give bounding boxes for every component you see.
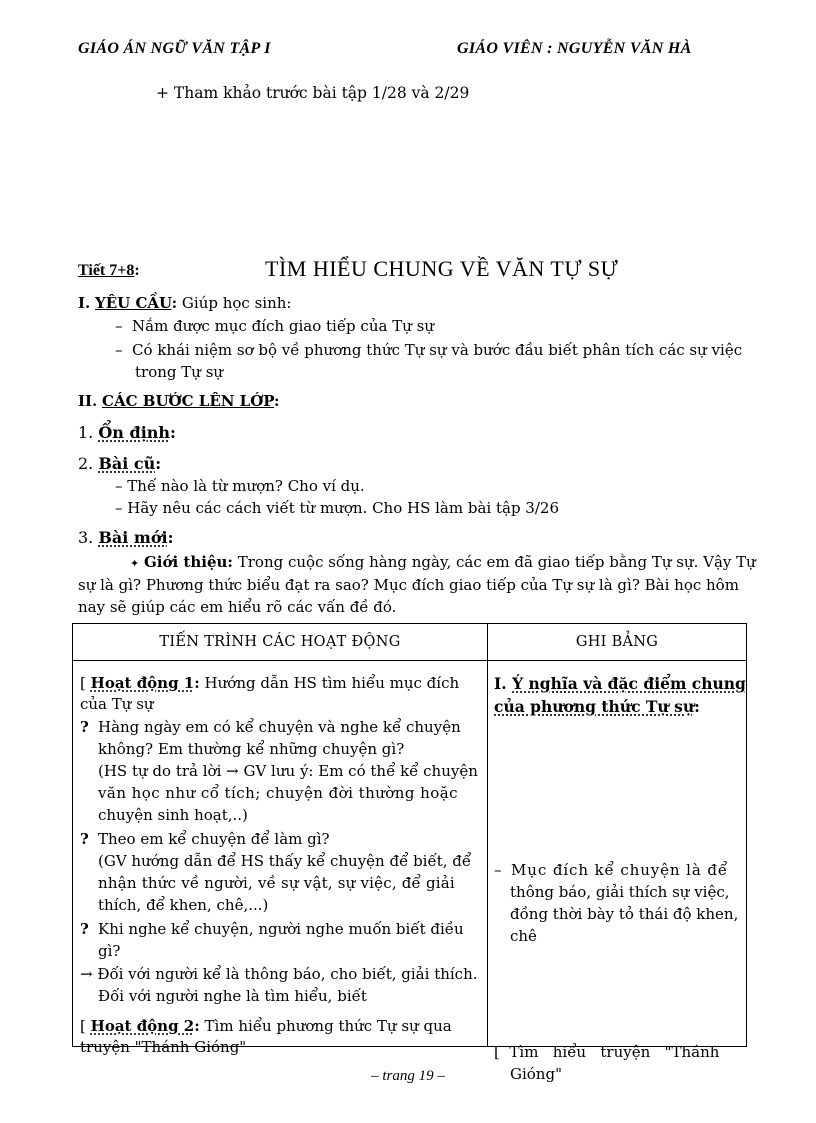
previous-homework-note: + Tham khảo trước bài tập 1/28 và 2/29 [156, 84, 470, 102]
table-row [73, 661, 747, 1047]
board-heading-colon: : [694, 697, 700, 716]
conclusion-line: → Đối với người kể là thông báo, cho biết, giải thích. [80, 965, 478, 983]
answer-2-line: thích, để khen, chê,...) [98, 896, 269, 914]
board-heading-num: I. [494, 674, 507, 693]
step-2-item-text: Hãy nêu các cách viết từ mượn. Cho HS làm bài tập 3/26 [127, 499, 559, 517]
step-3-heading [78, 528, 173, 547]
question-text: Khi nghe kể chuyện, người nghe muốn biết điều [98, 920, 464, 938]
step-1-heading [78, 423, 176, 442]
activity-2-colon: : [194, 1017, 200, 1035]
step-1-num: 1. [78, 423, 94, 442]
activity-2-text: Tìm hiểu phương thức Tự sự qua [199, 1017, 452, 1035]
step-1-label: Ổn định [98, 423, 171, 442]
intro-label: Giới thiệu: [144, 553, 233, 571]
step-2-item: – Hãy nêu các cách viết từ mượn. Cho HS làm bài tập 3/26 [115, 499, 559, 517]
question-text: Hàng ngày em có kể chuyện và nghe kể chuyện [98, 718, 461, 736]
section-1-colon: : [171, 294, 178, 312]
section-2-colon: : [274, 392, 280, 410]
step-2-heading [78, 454, 161, 473]
board-note-cont: chê [510, 927, 537, 945]
section-2-num: II. [78, 392, 98, 410]
activity-2-label: Hoạt động 2 [90, 1017, 195, 1035]
question-1-cont: không? Em thường kể những chuyện gì? [98, 740, 405, 758]
question-3 [80, 920, 464, 938]
section-1-num: I. [78, 294, 91, 312]
intro-paragraph-line: nay sẽ giúp các em hiểu rõ các vấn đề đó. [78, 598, 397, 616]
intro-paragraph-line [130, 553, 756, 571]
board-activity-2-text: Tìm hiểu truyện "Thánh [509, 1043, 720, 1061]
question-2 [80, 830, 330, 848]
answer-1-line: (HS tự do trả lời → GV lưu ý: Em có thể kể chuyện [98, 762, 478, 780]
question-1 [80, 718, 461, 736]
section-1-item-text: Nắm được mục đích giao tiếp của Tự sự [132, 317, 434, 335]
section-1-item-continued: trong Tự sự [135, 363, 224, 381]
board-cell [488, 661, 747, 1083]
board-heading-text: Ý nghĩa và đặc điểm chung [512, 674, 746, 693]
col-activities-header: TIẾN TRÌNH CÁC HOẠT ĐỘNG [73, 624, 488, 661]
section-1-item-text: Có khái niệm sơ bộ về phương thức Tự sự và bước đầu biết phân tích các sự việc [132, 341, 743, 359]
intro-paragraph-line: sự là gì? Phương thức biểu đạt ra sao? Mục đích giao tiếp của Tự sự là gì? Bài học hôm [78, 576, 739, 594]
activity-1-bracket: [ [80, 674, 86, 692]
answer-1-line: văn học như cổ tích; chuyện đời thường hoặc [98, 784, 459, 802]
header-left: GIÁO ÁN NGỮ VĂN TẬP I [78, 40, 271, 57]
lesson-number: Tiết 7+8 [78, 262, 135, 279]
board-activity-2 [494, 1043, 719, 1061]
table-header-row [73, 624, 747, 661]
step-2-item: – Thế nào là từ mượn? Cho ví dụ. [115, 477, 365, 495]
activity-2-heading [80, 1017, 452, 1035]
activity-1-label: Hoạt động 1 [90, 674, 195, 692]
header-right: GIÁO VIÊN : NGUYỄN VĂN HÀ [457, 40, 692, 57]
intro-text: Trong cuộc sống hàng ngày, các em đã giao tiếp bằng Tự sự. Vậy Tự [237, 553, 756, 571]
section-1-item: – Có khái niệm sơ bộ về phương thức Tự sự và bước đầu biết phân tích các sự việc [115, 341, 743, 359]
section-2-title: CÁC BƯỚC LÊN LỚP [102, 392, 275, 410]
board-note-cont: thông báo, giải thích sự việc, [510, 883, 730, 901]
conclusion-line: Đối với người nghe là tìm hiểu, biết [98, 987, 367, 1005]
section-1-title: YÊU CẦU [95, 294, 172, 312]
activity-1-text: Hướng dẫn HS tìm hiểu mục đích [199, 674, 460, 692]
board-heading-cont [494, 697, 700, 716]
intro-bullet-icon: ✦ [130, 557, 140, 570]
section-1-heading [78, 294, 291, 312]
step-3-num: 3. [78, 528, 94, 547]
question-mark: ? [80, 830, 89, 848]
activity-1-text-cont: của Tự sự [80, 695, 154, 713]
activity-1-colon: : [194, 674, 200, 692]
question-mark: ? [80, 718, 89, 736]
answer-2-line: (GV hướng dẫn để HS thấy kể chuyện để biết, để [98, 852, 472, 870]
step-2-label: Bài cũ [98, 454, 156, 473]
activity-2-bracket: [ [80, 1017, 86, 1035]
board-heading-text: của phương thức Tự sự [494, 697, 695, 716]
section-1-item: – Nắm được mục đích giao tiếp của Tự sự [115, 317, 434, 335]
board-note-dash: – [494, 861, 502, 879]
board-note [494, 861, 728, 879]
board-activity-2-bracket: [ [494, 1043, 500, 1061]
lesson-label [78, 262, 140, 280]
lesson-title: TÌM HIỂU CHUNG VỀ VĂN TỰ SỰ [265, 256, 619, 281]
activity-2-text-cont: truyện "Thánh Gióng" [80, 1038, 247, 1056]
answer-1-line: chuyện sinh hoạt,..) [98, 806, 248, 824]
board-activity-2-cont: Gióng" [510, 1065, 562, 1083]
answer-2-line: nhận thức về người, về sự vật, sự việc, để giải [98, 874, 455, 892]
step-3-label: Bài mới [98, 528, 168, 547]
question-text: Theo em kể chuyện để làm gì? [98, 830, 330, 848]
board-note-text: Mục đích kể chuyện là để [511, 861, 728, 879]
board-heading [494, 674, 746, 693]
question-3-cont: gì? [98, 942, 121, 960]
lesson-colon: : [134, 262, 140, 279]
section-2-heading [78, 392, 280, 410]
step-2-colon: : [155, 454, 162, 473]
step-2-item-text: Thế nào là từ mượn? Cho ví dụ. [127, 477, 365, 495]
step-1-colon: : [170, 423, 176, 442]
activities-cell [73, 661, 488, 1056]
col-board-header: GHI BẢNG [488, 624, 747, 661]
section-1-intro: Giúp học sinh: [177, 294, 292, 312]
board-note-cont: đồng thời bày tỏ thái độ khen, [510, 905, 739, 923]
question-mark: ? [80, 920, 89, 938]
step-3-colon: : [167, 528, 174, 547]
page-footer: – trang 19 – [371, 1068, 445, 1084]
step-2-num: 2. [78, 454, 94, 473]
activity-1-heading [80, 674, 459, 692]
